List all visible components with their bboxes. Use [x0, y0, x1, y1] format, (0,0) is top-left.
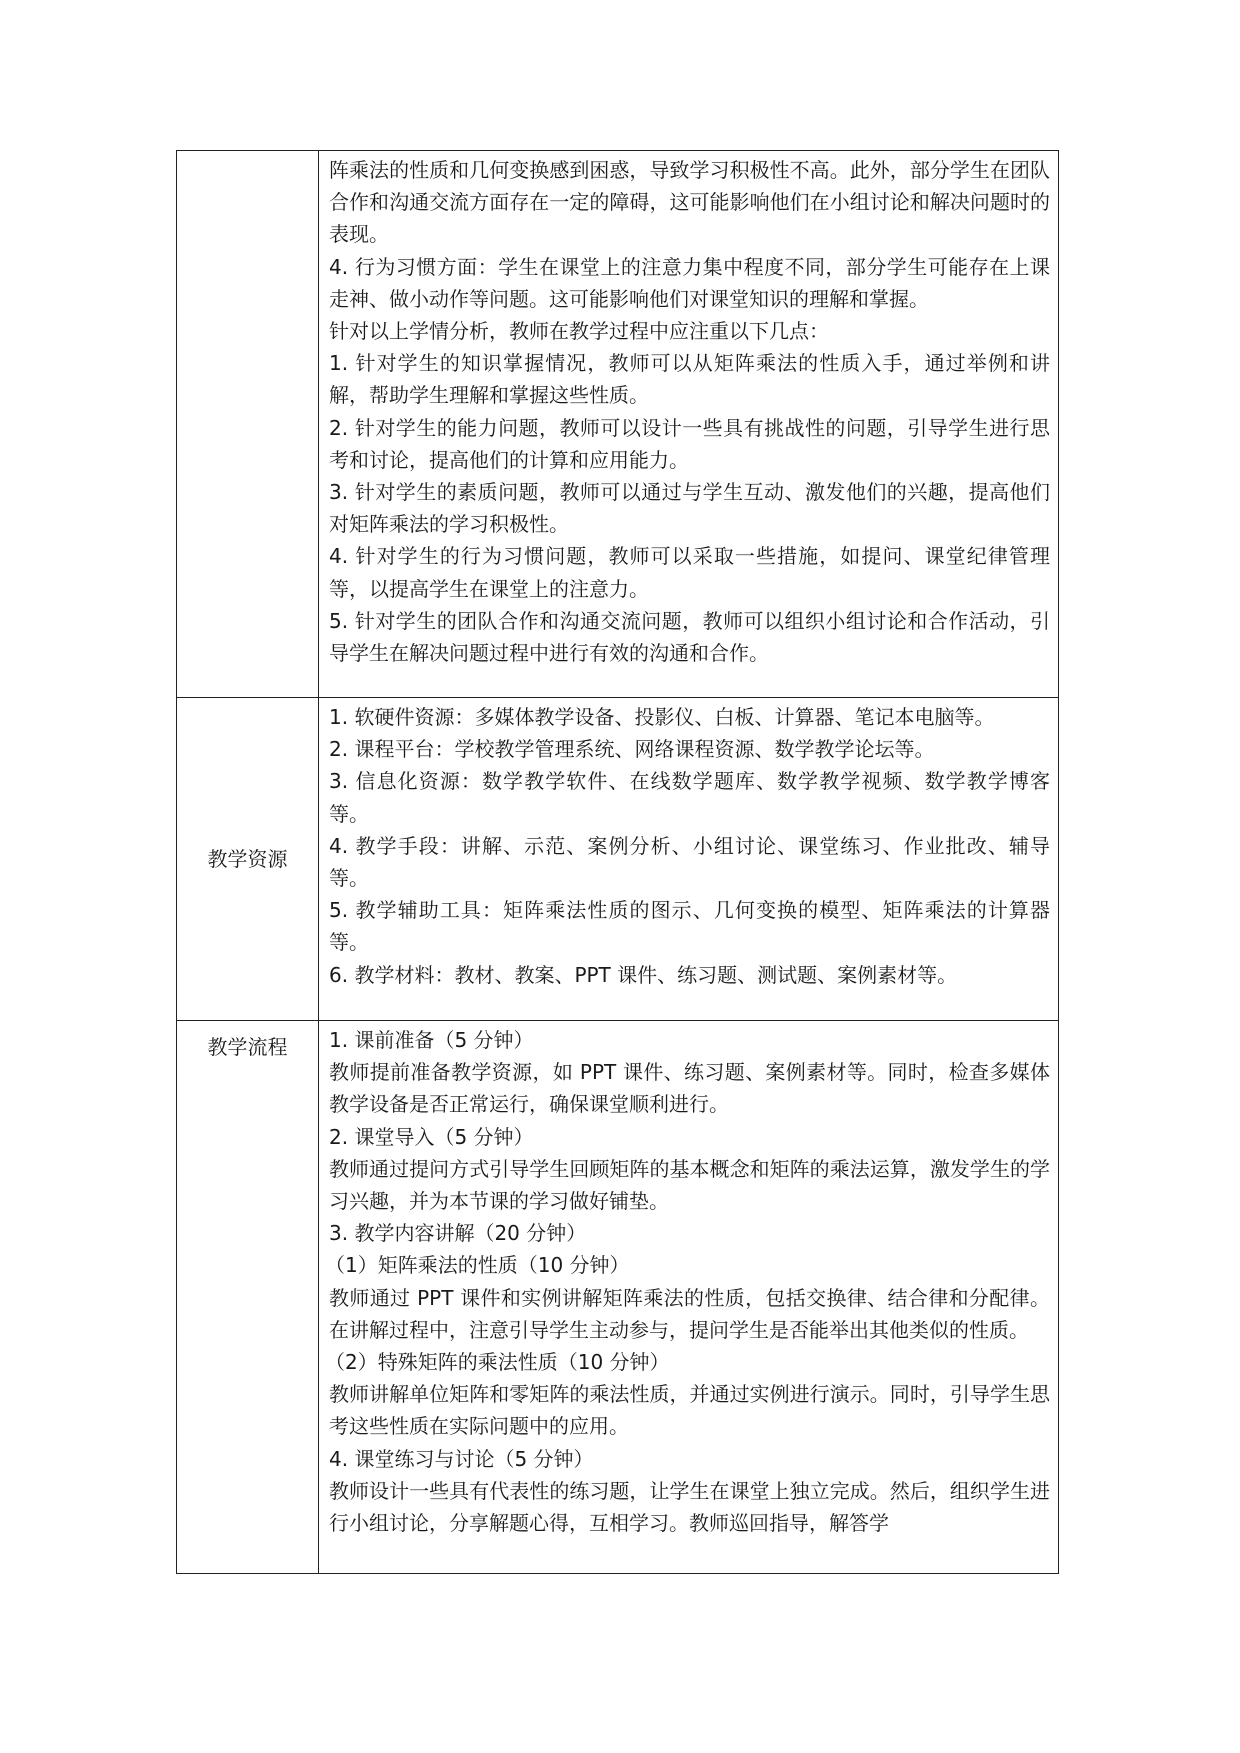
paragraph: 3. 信息化资源：数学教学软件、在线数学题库、数学教学视频、数学教学博客等。: [329, 769, 1050, 826]
row-label-teaching-resources: 教学资源: [177, 698, 319, 1021]
teaching-process-content: [319, 1021, 1059, 1574]
paragraph: 教师设计一些具有代表性的练习题，让学生在课堂上独立完成。然后，组织学生进行小组讨论，分享解题心得，互相学习。教师巡回指导，解答学: [329, 1478, 1050, 1536]
paragraph: 阵乘法的性质和几何变换感到困惑，导致学习积极性不高。此外，部分学生在团队合作和沟通交流方面存在一定的障碍，这可能影响他们在小组讨论和解决问题时的表现。: [329, 158, 1050, 247]
paragraph: 教师提前准备教学资源，如 PPT 课件、练习题、案例素材等。同时，检查多媒体教学设备是否正常运行，确保课堂顺利进行。: [329, 1060, 1050, 1117]
paragraph: 3. 针对学生的素质问题，教师可以通过与学生互动、激发他们的兴趣，提高他们对矩阵乘法的学习积极性。: [329, 480, 1050, 537]
table-row-learner-analysis: [177, 151, 1059, 698]
paragraph: 4. 课堂练习与讨论（5 分钟）: [329, 1446, 594, 1471]
paragraph: 教师通过 PPT 课件和实例讲解矩阵乘法的性质，包括交换律、结合律和分配律。在讲解过程中，注意引导学生主动参与，提问学生是否能举出其他类似的性质。: [329, 1285, 1050, 1342]
paragraph: 2. 课堂导入（5 分钟）: [329, 1124, 534, 1149]
table-row-teaching-process: [177, 1021, 1059, 1574]
paragraph: 1. 软硬件资源：多媒体教学设备、投影仪、白板、计算器、笔记本电脑等。: [329, 705, 995, 729]
paragraph: （2）特殊矩阵的乘法性质（10 分钟）: [325, 1350, 670, 1375]
paragraph: 1. 针对学生的知识掌握情况，教师可以从矩阵乘法的性质入手，通过举例和讲解，帮助学生理解和掌握这些性质。: [329, 351, 1050, 408]
paragraph: 1. 课前准备（5 分钟）: [329, 1028, 534, 1052]
paragraph: 5. 教学辅助工具：矩阵乘法性质的图示、几何变换的模型、矩阵乘法的计算器等。: [329, 898, 1050, 955]
table-row-teaching-resources: [177, 698, 1059, 1021]
paragraph: 2. 课程平台：学校教学管理系统、网络课程资源、数学教学论坛等。: [329, 737, 935, 762]
paragraph: 2. 针对学生的能力问题，教师可以设计一些具有挑战性的问题，引导学生进行思考和讨论，提高他们的计算和应用能力。: [329, 415, 1050, 472]
row-label-teaching-process: 教学流程: [177, 1021, 319, 1574]
paragraph: 3. 教学内容讲解（20 分钟）: [329, 1221, 587, 1246]
paragraph: 6. 教学材料：教材、教案、PPT 课件、练习题、测试题、案例素材等。: [329, 962, 958, 987]
lesson-plan-table: [176, 150, 1059, 1574]
paragraph: 4. 行为习惯方面：学生在课堂上的注意力集中程度不同，部分学生可能存在上课走神、做小动作等问题。这可能影响他们对课堂知识的理解和掌握。: [329, 254, 1050, 311]
paragraph: 5. 针对学生的团队合作和沟通交流问题，教师可以组织小组讨论和合作活动，引导学生在解决问题过程中进行有效的沟通和合作。: [329, 608, 1050, 666]
paragraph: （1）矩阵乘法的性质（10 分钟）: [325, 1253, 630, 1278]
paragraph: 针对以上学情分析，教师在教学过程中应注重以下几点：: [329, 319, 829, 344]
teaching-resources-content: [319, 698, 1059, 1021]
paragraph: 4. 教学手段：讲解、示范、案例分析、小组讨论、课堂练习、作业批改、辅导等。: [329, 833, 1050, 891]
paragraph: 4. 针对学生的行为习惯问题，教师可以采取一些措施，如提问、课堂纪律管理等，以提高学生在课堂上的注意力。: [329, 544, 1050, 601]
paragraph: 教师讲解单位矩阵和零矩阵的乘法性质，并通过实例进行演示。同时，引导学生思考这些性质在实际问题中的应用。: [329, 1382, 1050, 1439]
paragraph: 教师通过提问方式引导学生回顾矩阵的基本概念和矩阵的乘法运算，激发学生的学习兴趣，并为本节课的学习做好铺垫。: [329, 1156, 1050, 1214]
row-label-empty: [177, 151, 319, 698]
learner-analysis-content: [319, 151, 1059, 698]
